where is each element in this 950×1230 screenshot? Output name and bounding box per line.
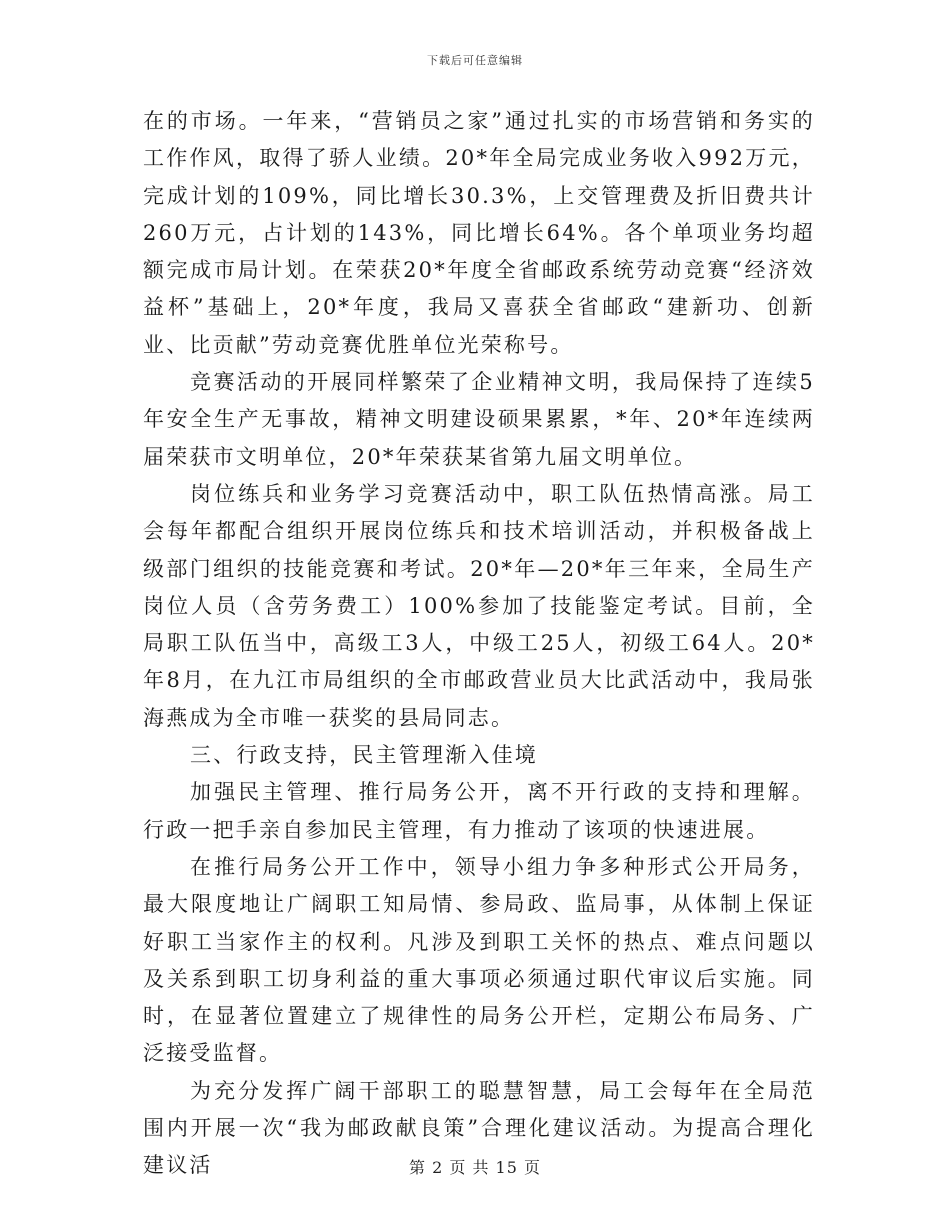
paragraph: 为充分发挥广阔干部职工的聪慧智慧，局工会每年在全局范围内开展一次“我为邮政献良策”合理化建议活动。为提高合理化建议活 xyxy=(143,1078,815,1178)
paragraph: 岗位练兵和业务学习竞赛活动中，职工队伍热情高涨。局工会每年都配合组织开展岗位练兵和技术培训活动，并积极备战上级部门组织的技能竞赛和考试。20*年—20*年三年来，全局生产岗位人员（含劳务费工）100%参加了技能鉴定考试。目前，全局职工队伍当中，高级工3人，中级工25人，初级工64人。20*年8月，在九江市局组织的全市邮政营业员大比武活动中，我局张海燕成为全市唯一获奖的县局同志。 xyxy=(143,481,815,730)
paragraph: 在的市场。一年来，“营销员之家”通过扎实的市场营销和务实的工作作风，取得了骄人业绩。20*年全局完成业务收入992万元，完成计划的109%，同比增长30.3%，上交管理费及折旧费共计260万元，占计划的143%，同比增长64%。各个单项业务均超额完成市局计划。在荣获20*年度全省邮政系统劳动竞赛“经济效益杯”基础上，20*年度，我局又喜获全省邮政“建新功、创新业、比贡献”劳动竞赛优胜单位光荣称号。 xyxy=(143,109,815,357)
paragraph: 竞赛活动的开展同样繁荣了企业精神文明，我局保持了连续5年安全生产无事故，精神文明建设硕果累累，*年、20*年连续两届荣获市文明单位，20*年荣获某省第九届文明单位。 xyxy=(143,370,815,469)
document-body xyxy=(143,103,815,1185)
paragraph: 在推行局务公开工作中，领导小组力争多种形式公开局务，最大限度地让广阔职工知局情、参局政、监局事，从体制上保证好职工当家作主的权利。凡涉及到职工关怀的热点、难点问题以及关系到职工切身利益的重大事项必须通过职代审议后实施。同时，在显著位置建立了规律性的局务公开栏，定期公布局务、广泛接受监督。 xyxy=(143,854,815,1066)
page-header: 下载后可任意编辑 xyxy=(427,54,523,67)
section-heading: 三、行政支持，民主管理渐入佳境 xyxy=(190,743,538,768)
paragraph: 加强民主管理、推行局务公开，离不开行政的支持和理解。行政一把手亲自参加民主管理，有力推动了该项的快速进展。 xyxy=(143,780,815,842)
page-footer: 第 2 页 共 15 页 xyxy=(409,1158,541,1177)
